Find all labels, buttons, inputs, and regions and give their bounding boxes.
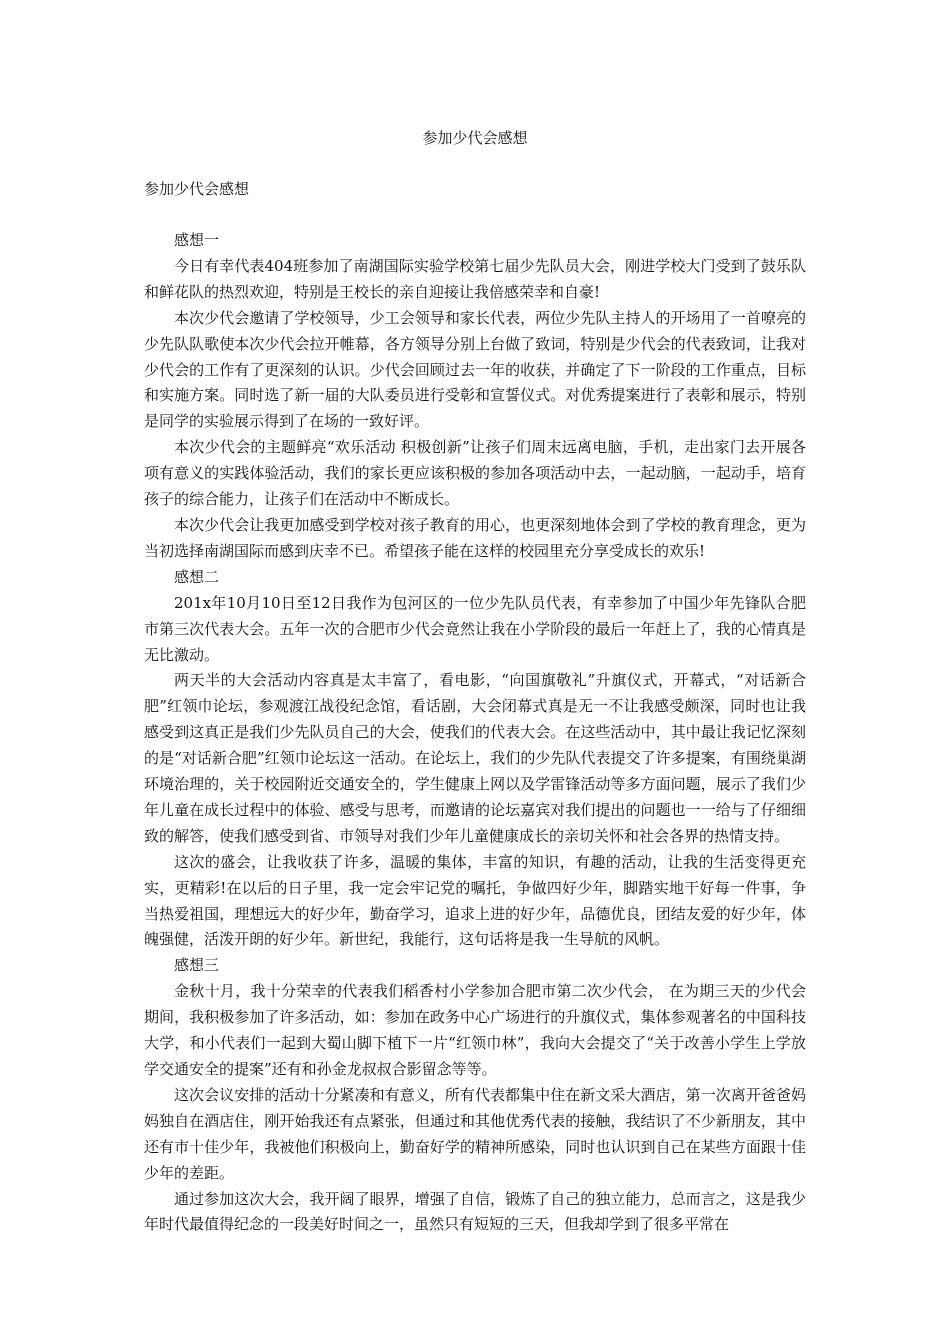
document-subtitle: 参加少代会感想 <box>144 180 250 198</box>
body-paragraph: 今日有幸代表404班参加了南湖国际实验学校第七届少先队员大会，刚进学校大门受到了鼓乐队和鲜花队的热烈欢迎，特别是王校长的亲自迎接让我倍感荣幸和自豪! <box>144 256 806 301</box>
section-heading: 感想一 <box>174 231 220 249</box>
body-paragraph: 本次少代会让我更加感受到学校对孩子教育的用心，也更深刻地体会到了学校的教育理念，更为当初选择南湖国际而感到庆幸不已。希望孩子能在这样的校园里充分享受成长的欢乐! <box>144 515 806 560</box>
document-title: 参加少代会感想 <box>422 129 528 147</box>
document-body <box>144 228 806 1238</box>
body-paragraph: 两天半的大会活动内容真是太丰富了，看电影，“向国旗敬礼”升旗仪式，开幕式，“对话新合肥”红领巾论坛，参观渡江战役纪念馆，看话剧，大会闭幕式真是无一不让我感受颇深，同时也让我感受到这真正是我们少先队员自己的大会，使我们的代表大会。在这些活动中，其中最让我记忆深刻的是“对话新合肥”红领巾论坛这一活动。在论坛上，我们的少先队代表提交了许多提案，有围绕巢湖环境治理的，关于校园附近交通安全的，学生健康上网以及学雷锋活动等多方面问题，展示了我们少年儿童在成长过程中的体验、感受与思考，而邀请的论坛嘉宾对我们提出的问题也一一给与了仔细细致的解答，使我们感受到省、市领导对我们少年儿童健康成长的亲切关怀和社会各界的热情支持。 <box>144 671 806 845</box>
body-paragraph: 201x年10月10日至12日我作为包河区的一位少先队员代表，有幸参加了中国少年先锋队合肥市第三次代表大会。五年一次的合肥市少代会竟然让我在小学阶段的最后一年赶上了，我的心情真是无比激动。 <box>144 593 806 664</box>
body-paragraph: 通过参加这次大会，我开阔了眼界，增强了自信，锻炼了自己的独立能力，总而言之，这是我少年时代最值得纪念的一段美好时间之一，虽然只有短短的三天，但我却学到了很多平常在 <box>144 1189 806 1234</box>
section-heading: 感想三 <box>174 956 220 975</box>
body-paragraph: 这次的盛会，让我收获了许多，温暖的集体，丰富的知识，有趣的活动，让我的生活变得更充实，更精彩!在以后的日子里，我一定会牢记党的嘱托，争做四好少年，脚踏实地干好每一件事，争当热爱祖国，理想远大的好少年，勤奋学习，追求上进的好少年，品德优良，团结友爱的好少年，体魄强健，活泼开朗的好少年。新世纪，我能行，这句话将是我一生导航的风帆。 <box>144 852 806 949</box>
body-paragraph: 金秋十月，我十分荣幸的代表我们稻香村小学参加合肥市第二次少代会， 在为期三天的少代会期间，我积极参加了许多活动，如：参加在政务中心广场进行的升旗仪式，集体参观著名的中国科技大学，和小代表们一起到大蜀山脚下植下一片“红领巾林”，我向大会提交了“关于改善小学生上学放学交通安全的提案”还有和孙金龙叔叔合影留念等等。 <box>144 982 806 1078</box>
body-paragraph: 本次少代会邀请了学校领导，少工会领导和家长代表，两位少先队主持人的开场用了一首嘹亮的少先队队歌使本次少代会拉开帷幕，各方领导分别上台做了致词，特别是少代会的代表致词，让我对少代会的工作有了更深刻的认识。少代会回顾过去一年的收获，并确定了下一阶段的工作重点，目标和实施方案。同时选了新一届的大队委员进行受彰和宣誓仪式。对优秀提案进行了表彰和展示，特别是同学的实验展示得到了在场的一致好评。 <box>144 308 806 431</box>
section-heading: 感想二 <box>174 567 220 586</box>
body-paragraph: 这次会议安排的活动十分紧凑和有意义，所有代表都集中住在新文采大酒店，第一次离开爸爸妈妈独自在酒店住，刚开始我还有点紧张，但通过和其他优秀代表的接触，我结识了不少新朋友，其中还有市十佳少年，我被他们积极向上，勤奋好学的精神所感染，同时也认识到自己在某些方面跟十佳少年的差距。 <box>144 1085 806 1182</box>
body-paragraph: 本次少代会的主题鲜亮“欢乐活动 积极创新”让孩子们周末远离电脑，手机，走出家门去开展各项有意义的实践体验活动，我们的家长更应该积极的参加各项活动中去，一起动脑，一起动手，培育孩子的综合能力，让孩子们在活动中不断成长。 <box>144 438 806 509</box>
